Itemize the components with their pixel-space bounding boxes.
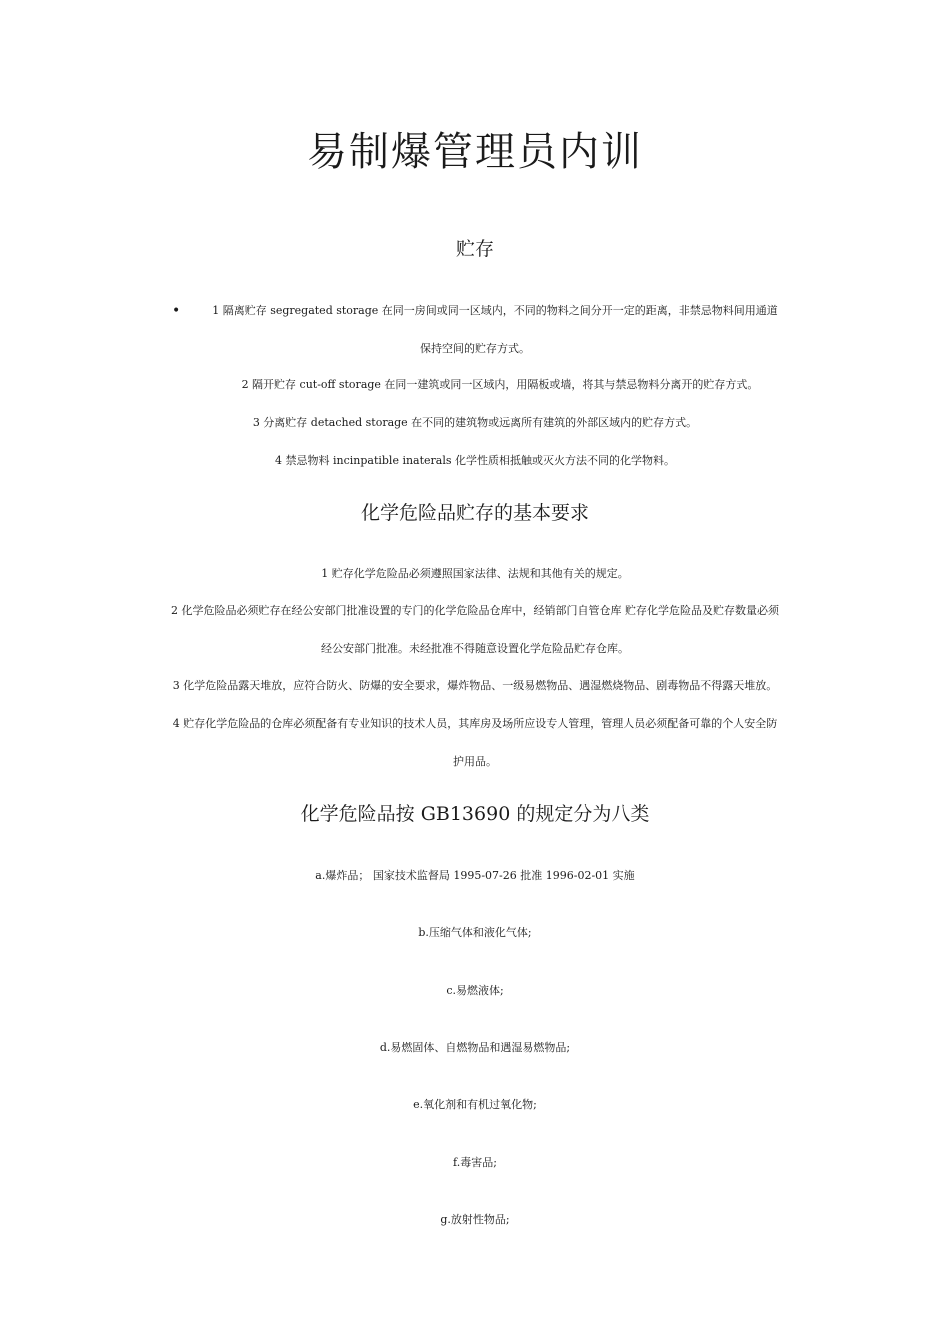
class-item-d: d.易燃固体、自燃物品和遇湿易燃物品;	[379, 1041, 571, 1054]
storage-line-3: 2 隔开贮存 cut-off storage 在同一建筑或同一区域内，用隔板或墙，将其与禁忌物料分离开的贮存方式。	[241, 378, 759, 391]
class-item-e: e.氧化剂和有机过氧化物;	[413, 1098, 537, 1111]
section-heading-storage: 贮存	[455, 238, 494, 260]
requirement-line-6: 护用品。	[453, 755, 497, 768]
requirement-line-4: 3 化学危险品露天堆放，应符合防火、防爆的安全要求，爆炸物品、一级易燃物品、遇湿燃烧物品、剧毒物品不得露天堆放。	[172, 679, 778, 692]
requirement-line-1: 1 贮存化学危险品必须遵照国家法律、法规和其他有关的规定。	[321, 567, 629, 580]
requirement-line-5: 4 贮存化学危险品的仓库必须配备有专业知识的技术人员，其库房及场所应设专人管理，管理人员必须配备可靠的个人安全防	[172, 717, 778, 730]
storage-line-2: 保持空间的贮存方式。	[420, 342, 530, 355]
class-item-b: b.压缩气体和液化气体;	[418, 926, 532, 939]
class-item-a: a.爆炸品； 国家技术监督局 1995-07-26 批准 1996-02-01 实施	[315, 869, 635, 882]
page-title: 易制爆管理员内训	[307, 129, 643, 175]
storage-line-1: 1 隔离贮存 segregated storage 在同一房间或同一区域内，不同的物料之间分开一定的距离，非禁忌物料间用通道	[212, 304, 778, 317]
requirement-line-2: 2 化学危险品必须贮存在经公安部门批准设置的专门的化学危险品仓库中，经销部门自管仓库 贮存化学危险品及贮存数量必须	[171, 604, 779, 617]
storage-line-5: 4 禁忌物料 incinpatible inaterals 化学性质相抵触或灭火方法不同的化学物料。	[274, 454, 676, 467]
storage-line-4: 3 分离贮存 detached storage 在不同的建筑物或远离所有建筑的外部区域内的贮存方式。	[252, 416, 698, 429]
class-item-c: c.易燃液体;	[446, 984, 504, 997]
section-heading-eight-classes: 化学危险品按 GB13690 的规定分为八类	[300, 803, 650, 825]
class-item-f: f.毒害品;	[453, 1156, 497, 1169]
section-heading-basic-requirements: 化学危险品贮存的基本要求	[360, 502, 589, 524]
class-item-g: g.放射性物品;	[440, 1213, 510, 1226]
requirement-line-3: 经公安部门批准。未经批准不得随意设置化学危险品贮存仓库。	[321, 642, 629, 655]
bullet-mark: •	[172, 303, 181, 319]
